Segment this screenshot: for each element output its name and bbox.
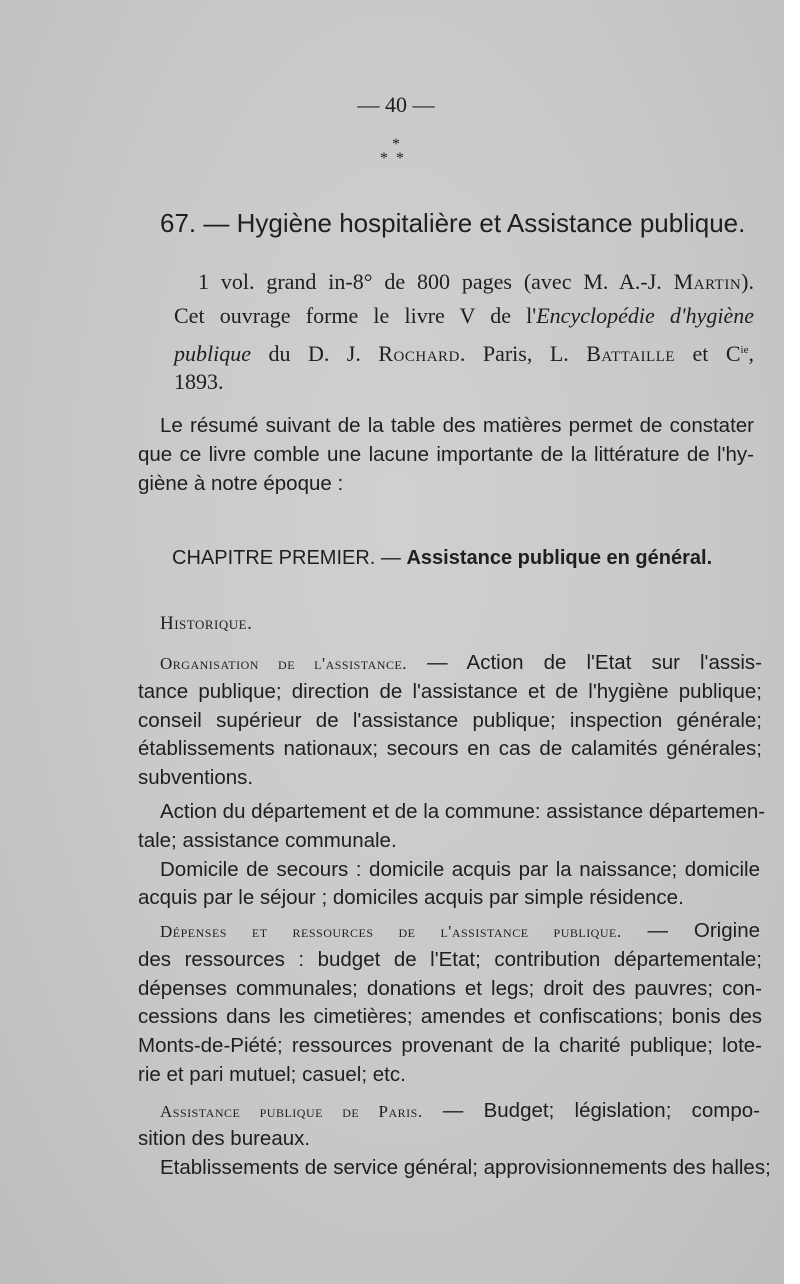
- asterism-ornament: [0, 138, 792, 166]
- asterism-top: *: [392, 136, 400, 153]
- page-edge: [784, 0, 792, 1284]
- departement-line-1: Action du département et de la commune: assistance départemen-: [160, 800, 766, 823]
- depenses-line-4: cessions dans les cimetières; amendes et confiscations; bonis des: [138, 1005, 762, 1028]
- organisation-heading: Organisation de l'assistance.: [160, 654, 408, 673]
- citation-text: Cet ouvrage forme le livre V de l': [174, 303, 537, 328]
- domicile-line-2: acquis par le séjour ; domiciles acquis par simple résidence.: [138, 886, 684, 909]
- organisation-line-3: conseil supérieur de l'assistance publique; inspection générale;: [138, 709, 762, 732]
- citation-year: 1893.: [174, 369, 224, 394]
- citation-line-2: [174, 302, 754, 330]
- citation-text: 1 vol. grand in-8° de 800 pages (avec M. A.-J.: [198, 269, 674, 294]
- domicile-line-1: Domicile de secours : domicile acquis par la naissance; domicile: [160, 858, 760, 881]
- citation-coauthor: Martin: [673, 269, 742, 294]
- depenses-line-1: [160, 917, 760, 946]
- chapter-heading: [172, 544, 796, 572]
- citation-text: . Paris, L.: [459, 341, 587, 366]
- asterism-bottom: **: [380, 150, 412, 167]
- citation-line-1: [198, 268, 754, 296]
- organisation-line-5: subventions.: [138, 766, 254, 789]
- paris-line-2: sition des bureaux.: [138, 1127, 311, 1150]
- citation-series-title: Encyclopédie d'hygiène: [536, 303, 754, 328]
- depenses-line-2: des ressources : budget de l'Etat; contribution départementale;: [138, 948, 762, 971]
- citation-publisher: Battaille: [586, 341, 676, 366]
- organisation-text: — Action de l'Etat sur l'assis-: [407, 651, 762, 674]
- depenses-text: — Origine: [621, 919, 760, 942]
- intro-line-1: Le résumé suivant de la table des matières permet de constater: [160, 414, 754, 437]
- citation-superscript: ie: [740, 344, 749, 356]
- paris-text: — Budget; législation; compo-: [422, 1099, 760, 1122]
- chapter-title: Assistance publique en général.: [406, 547, 713, 569]
- intro-line-3: giène à notre époque :: [138, 472, 344, 495]
- paris-heading: Assistance publique de Paris.: [160, 1102, 423, 1121]
- organisation-line-2: tance publique; direction de l'assistance et de l'hygiène publique;: [138, 680, 762, 703]
- citation-text: ).: [741, 269, 754, 294]
- depenses-heading: Dépenses et ressources de l'assistance publique.: [160, 922, 622, 941]
- intro-line-2: que ce livre comble une lacune importante de la littérature de l'hy-: [138, 443, 754, 466]
- organisation-line-4: établissements nationaux; secours en cas de calamités générales;: [138, 737, 762, 760]
- citation-editor: Rochard: [378, 341, 460, 366]
- depenses-line-3: dépenses communales; donations et legs; droit des pauvres; con-: [138, 977, 762, 1000]
- citation-text: et C: [675, 341, 741, 366]
- citation-series-title: publique: [174, 341, 251, 366]
- depenses-line-6: rie et pari mutuel; casuel; etc.: [138, 1063, 406, 1086]
- paris-line-3: Etablissements de service général; approvisionnements des halles;: [160, 1156, 771, 1179]
- citation-line-3: [174, 336, 754, 368]
- page-number: — 40 —: [357, 92, 435, 117]
- organisation-line-1: [160, 649, 762, 678]
- depenses-line-5: Monts-de-Piété; ressources provenant de la charité publique; lote-: [138, 1034, 762, 1057]
- citation-text: du D. J.: [251, 341, 379, 366]
- chapter-label: CHAPITRE PREMIER. —: [172, 547, 407, 569]
- section-historique: Historique.: [160, 613, 253, 634]
- entry-title: 67. — Hygiène hospitalière et Assistance publique.: [160, 208, 746, 238]
- citation-text: ,: [748, 341, 754, 366]
- paris-line-1: [160, 1097, 760, 1126]
- departement-line-2: tale; assistance communale.: [138, 829, 397, 852]
